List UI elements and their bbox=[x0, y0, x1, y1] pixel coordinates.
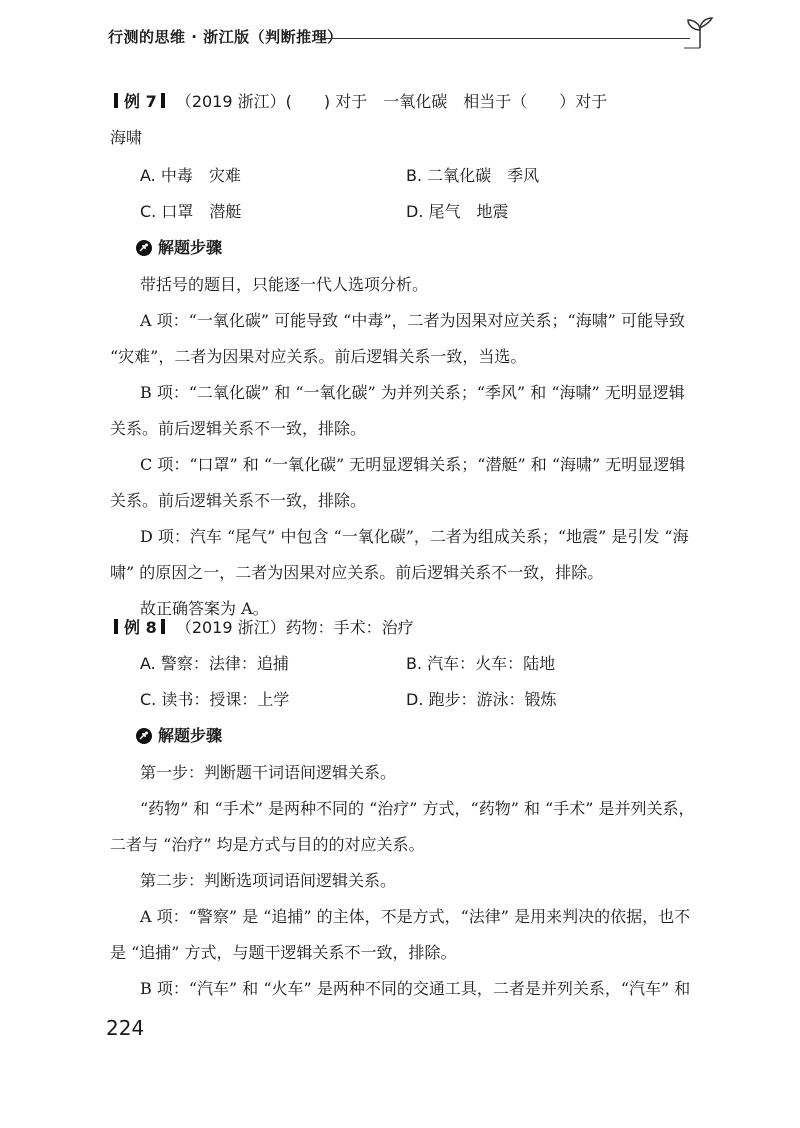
example-7-line: 带括号的题目，只能逐一代人选项分析。 bbox=[140, 275, 429, 294]
example-7-option-c: C. 口罩 潜艇 bbox=[140, 202, 242, 221]
example-7-stem-line1: （2019 浙江）( ) 对于 一氧化碳 相当于（ ）对于 bbox=[175, 92, 608, 111]
example-8-line: 第二步：判断选项词语间逻辑关系。 bbox=[140, 871, 397, 890]
solution-steps-icon bbox=[136, 728, 152, 744]
example-8-option-a: A. 警察：法律：追捕 bbox=[140, 654, 289, 673]
example-8-options-row1 bbox=[110, 646, 710, 682]
example-7-line: C 项：“口罩” 和 “一氧化碳” 无明显逻辑关系；“潜艇” 和 “海啸” 无明显逻辑 bbox=[140, 455, 686, 474]
example-7-line: 关系。前后逻辑关系不一致，排除。 bbox=[110, 419, 367, 438]
example-8-line: 二者与 “治疗” 均是方式与目的的对应关系。 bbox=[110, 835, 425, 854]
example-7-answer: 故正确答案为 A。 bbox=[140, 599, 269, 618]
solution-steps-icon bbox=[136, 240, 152, 256]
example-7-stem bbox=[110, 84, 710, 120]
running-header bbox=[108, 24, 708, 54]
example-7-label: 例 7 bbox=[124, 92, 157, 111]
example-8 bbox=[110, 610, 710, 1006]
example-8-option-c: C. 读书：授课：上学 bbox=[140, 690, 290, 709]
example-7-options-row2 bbox=[110, 194, 710, 230]
example-8-line: B 项：“汽车” 和 “火车” 是两种不同的交通工具，二者是并列关系，“汽车” 和 bbox=[140, 979, 691, 998]
example-7-options-row1 bbox=[110, 158, 710, 194]
label-bar-right bbox=[161, 93, 165, 108]
example-7 bbox=[110, 84, 710, 626]
example-8-steps-title: 解题步骤 bbox=[158, 726, 223, 745]
example-7-option-b: B. 二氧化碳 季风 bbox=[406, 166, 540, 185]
label-bar-right bbox=[161, 619, 165, 634]
example-7-option-a: A. 中毒 灾难 bbox=[140, 166, 241, 185]
example-8-line: “药物” 和 “手术” 是两种不同的 “治疗” 方式，“药物” 和 “手术” 是并列关系， bbox=[140, 799, 695, 818]
example-8-line: A 项：“警察” 是 “追捕” 的主体，不是方式，“法律” 是用来判决的依据，也不 bbox=[140, 907, 691, 926]
label-bar-left bbox=[114, 93, 118, 108]
example-7-line: 啸” 的原因之一，二者为因果对应关系。前后逻辑关系不一致，排除。 bbox=[110, 563, 604, 582]
page-number: 224 bbox=[106, 1016, 145, 1040]
example-8-label: 例 8 bbox=[124, 618, 157, 637]
label-bar-left bbox=[114, 619, 118, 634]
example-7-line: “灾难”，二者为因果对应关系。前后逻辑关系一致，当选。 bbox=[110, 347, 527, 366]
example-7-steps-title: 解题步骤 bbox=[158, 238, 223, 257]
example-8-line: 是 “追捕” 方式，与题干逻辑关系不一致，排除。 bbox=[110, 943, 457, 962]
example-8-options-row2 bbox=[110, 682, 710, 718]
example-8-stem bbox=[110, 610, 710, 646]
example-7-option-d: D. 尾气 地震 bbox=[406, 202, 509, 221]
example-7-line: D 项：汽车 “尾气” 中包含 “一氧化碳”，二者为组成关系；“地震” 是引发 “海 bbox=[140, 527, 689, 546]
example-7-line: 关系。前后逻辑关系不一致，排除。 bbox=[110, 491, 367, 510]
header-rule bbox=[320, 38, 690, 39]
example-8-stem-text: （2019 浙江）药物：手术：治疗 bbox=[175, 618, 414, 637]
example-8-option-b: B. 汽车：火车：陆地 bbox=[406, 654, 556, 673]
example-7-steps-heading bbox=[110, 230, 710, 266]
example-8-option-d: D. 跑步：游泳：锻炼 bbox=[406, 690, 557, 709]
example-8-line: 第一步：判断题干词语间逻辑关系。 bbox=[140, 763, 397, 782]
example-7-line: B 项：“二氧化碳” 和 “一氧化碳” 为并列关系；“季风” 和 “海啸” 无明显逻辑 bbox=[140, 383, 685, 402]
example-7-stem-line2: 海啸 bbox=[110, 128, 143, 147]
header-title: 行测的思维 · 浙江版（判断推理） bbox=[108, 28, 343, 46]
example-7-line: A 项：“一氧化碳” 可能导致 “中毒”，二者为因果对应关系；“海啸” 可能导致 bbox=[140, 311, 685, 330]
example-8-steps-heading bbox=[110, 718, 710, 754]
sprout-icon bbox=[682, 14, 718, 50]
